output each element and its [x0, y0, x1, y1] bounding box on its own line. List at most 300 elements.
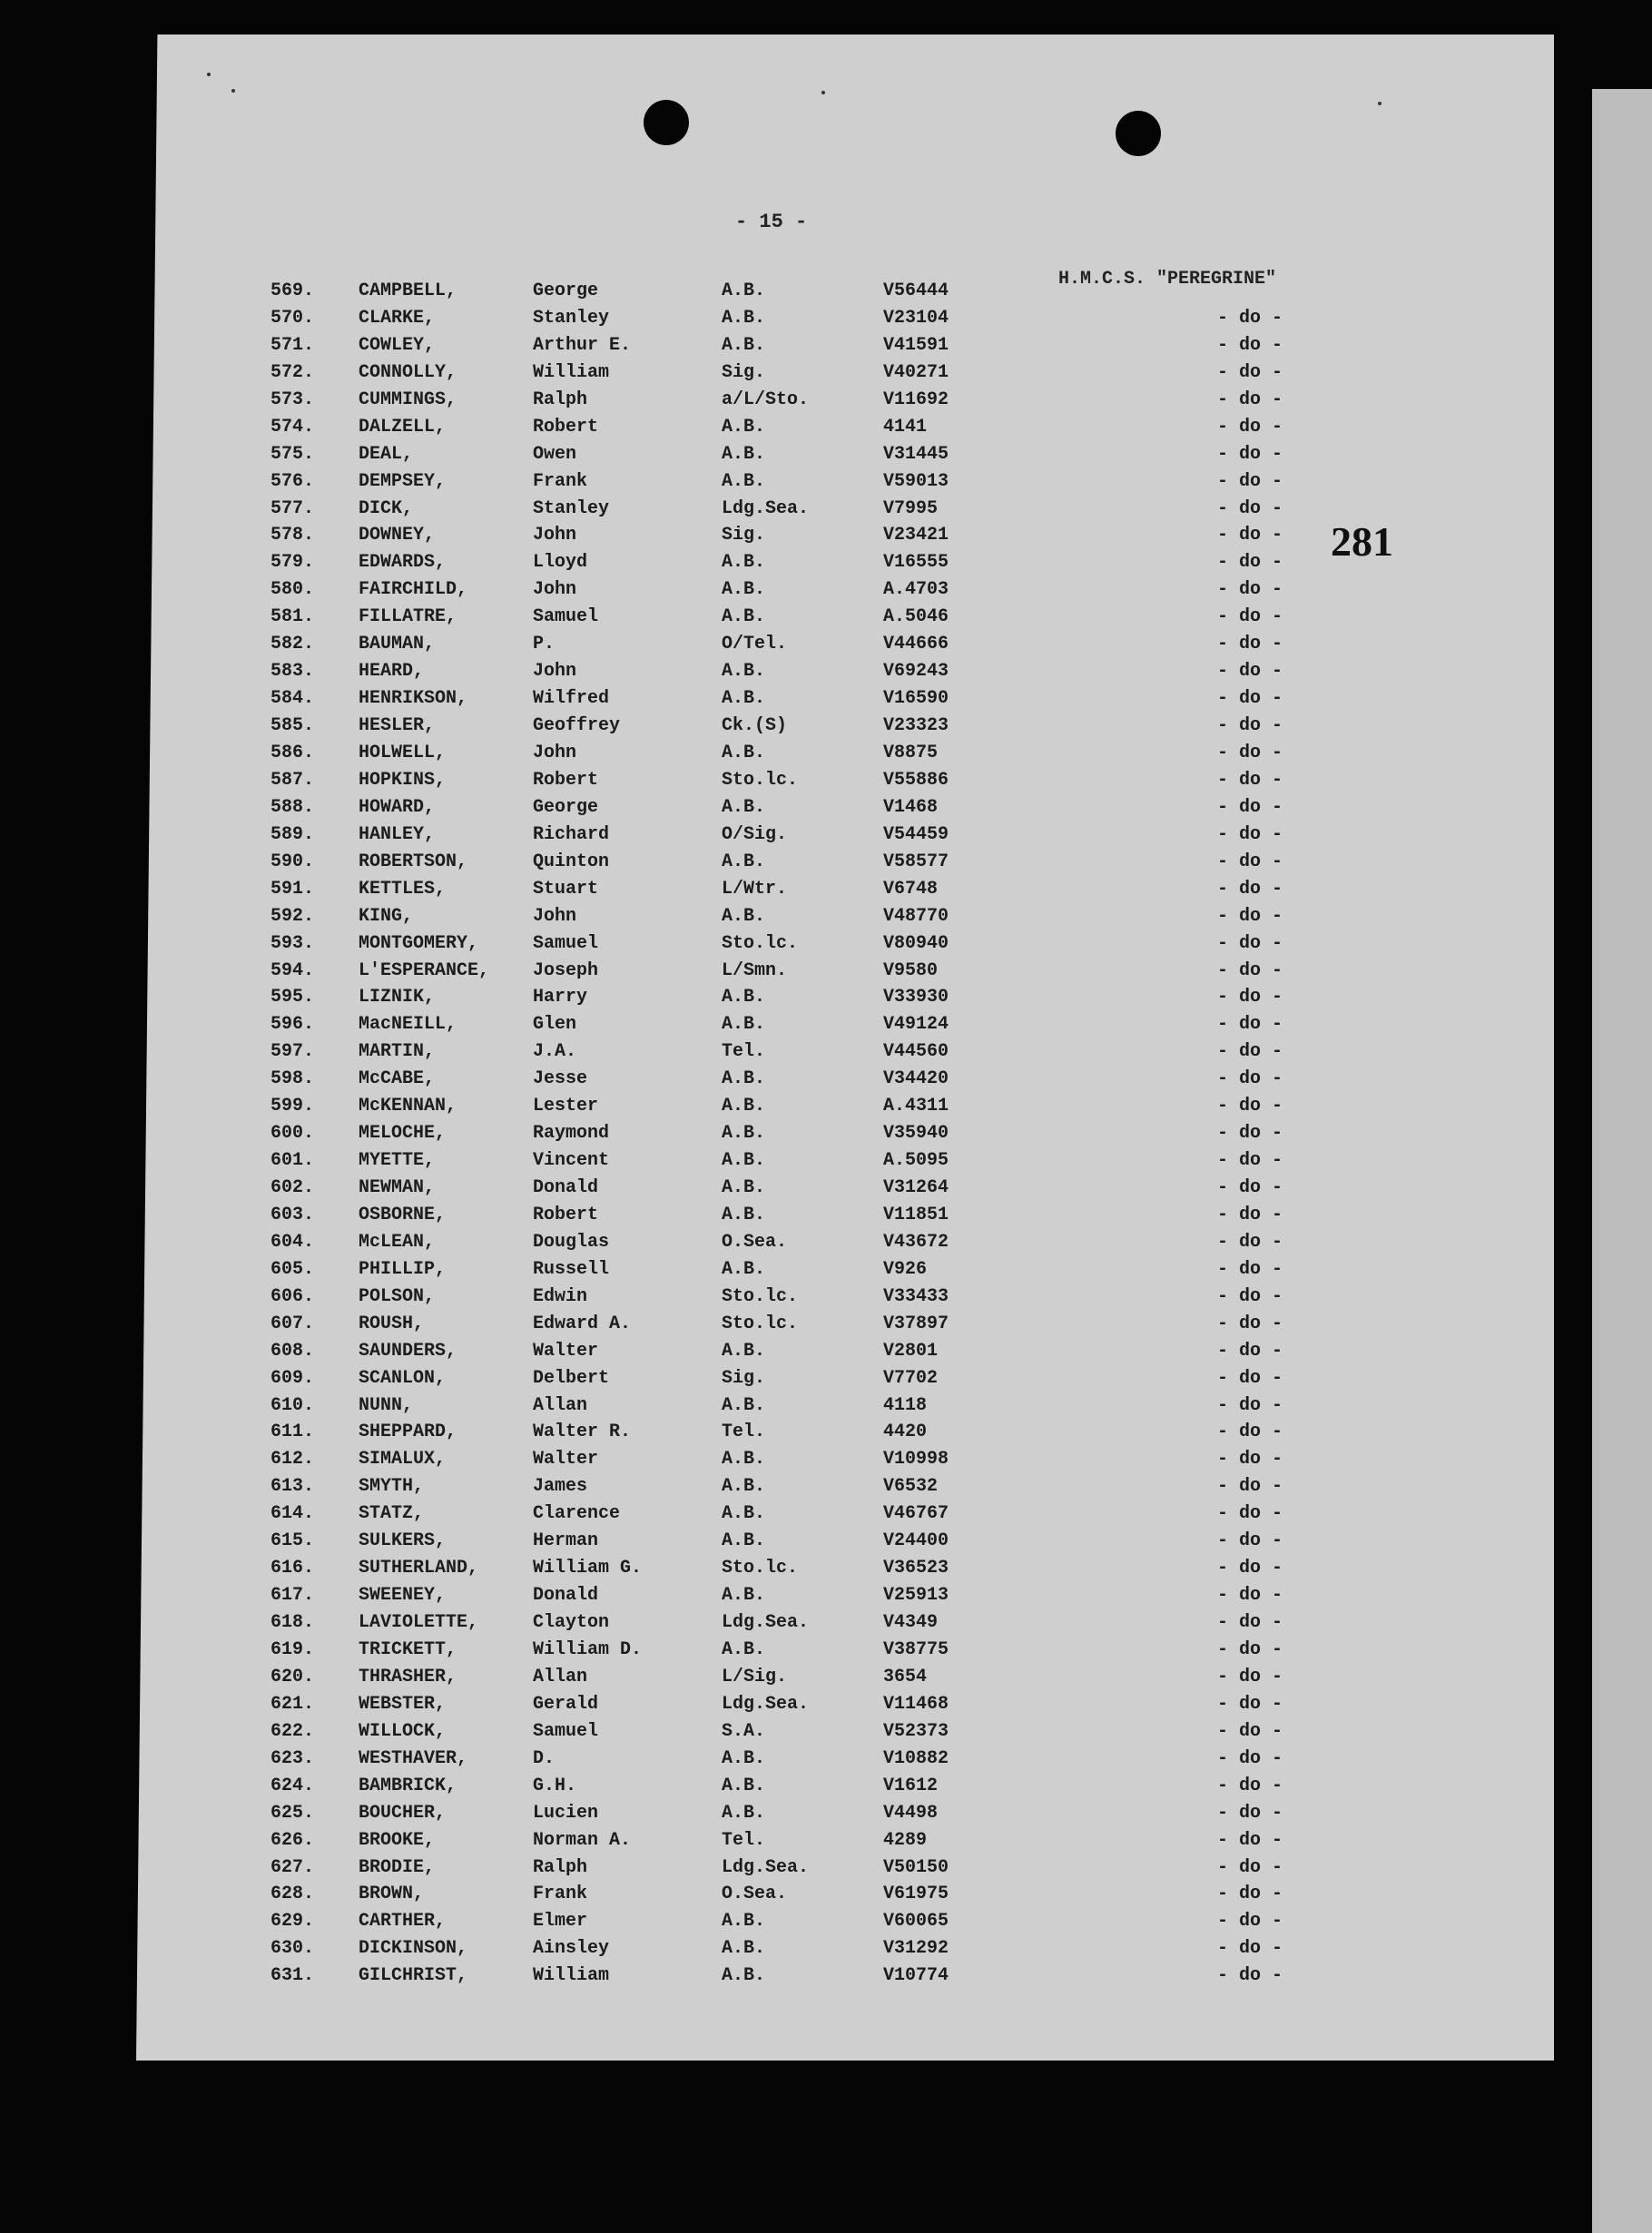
ship-ditto: - do -: [1217, 1802, 1283, 1824]
ship-ditto: - do -: [1217, 1612, 1283, 1634]
ship-header: H.M.C.S. "PEREGRINE": [1058, 269, 1277, 290]
rating: A.B.: [722, 470, 766, 492]
given-name: James: [533, 1476, 588, 1498]
service-number: V6748: [883, 878, 939, 900]
rating: Sig.: [722, 1367, 766, 1389]
surname: HOWARD,: [359, 796, 436, 818]
surname: CARTHER,: [359, 1911, 447, 1933]
roster-row: [0, 1395, 1652, 1422]
ship-ditto: - do -: [1217, 715, 1283, 737]
given-name: John: [533, 742, 577, 763]
surname: BOUCHER,: [359, 1802, 447, 1824]
roster-row: [0, 1259, 1652, 1286]
ship-ditto: - do -: [1217, 1747, 1283, 1769]
entry-number: 585.: [270, 715, 315, 737]
roster-row: [0, 743, 1652, 770]
given-name: Delbert: [533, 1367, 610, 1389]
entry-number: 605.: [270, 1258, 315, 1280]
given-name: Allan: [533, 1394, 588, 1416]
surname: BROWN,: [359, 1884, 425, 1905]
surname: HOPKINS,: [359, 769, 447, 791]
given-name: J.A.: [533, 1041, 577, 1063]
given-name: Geoffrey: [533, 715, 621, 737]
entry-number: 619.: [270, 1639, 315, 1660]
rating: A.B.: [722, 579, 766, 601]
given-name: Vincent: [533, 1150, 610, 1172]
given-name: Robert: [533, 1204, 599, 1225]
surname: NUNN,: [359, 1394, 414, 1416]
rating: A.B.: [722, 1123, 766, 1145]
given-name: Robert: [533, 769, 599, 791]
roster-row: [0, 1884, 1652, 1911]
ship-ditto: - do -: [1217, 1856, 1283, 1878]
entry-number: 575.: [270, 443, 315, 465]
ship-ditto: - do -: [1217, 1938, 1283, 1960]
roster-row: [0, 1313, 1652, 1341]
roster-row: [0, 1830, 1652, 1857]
rating: A.B.: [722, 1476, 766, 1498]
roster-row: [0, 606, 1652, 634]
entry-number: 574.: [270, 416, 315, 438]
surname: LIZNIK,: [359, 987, 436, 1008]
rating: A.B.: [722, 416, 766, 438]
rating: A.B.: [722, 1340, 766, 1362]
rating: A.B.: [722, 443, 766, 465]
ship-ditto: - do -: [1217, 1585, 1283, 1607]
service-number: V4349: [883, 1612, 939, 1634]
entry-number: 610.: [270, 1394, 315, 1416]
surname: OSBORNE,: [359, 1204, 447, 1225]
given-name: Gerald: [533, 1693, 599, 1715]
given-name: Joseph: [533, 959, 599, 981]
ship-ditto: - do -: [1217, 1530, 1283, 1552]
entry-number: 629.: [270, 1911, 315, 1933]
roster-row: [0, 471, 1652, 498]
surname: POLSON,: [359, 1285, 436, 1307]
given-name: Donald: [533, 1177, 599, 1199]
roster-row: [0, 634, 1652, 661]
given-name: Ainsley: [533, 1938, 610, 1960]
entry-number: 594.: [270, 959, 315, 981]
roster-row: [0, 1965, 1652, 1992]
service-number: V36523: [883, 1558, 949, 1579]
surname: WEBSTER,: [359, 1693, 447, 1715]
entry-number: 572.: [270, 361, 315, 383]
service-number: V49124: [883, 1014, 949, 1036]
rating: O.Sea.: [722, 1231, 788, 1253]
service-number: A.4311: [883, 1096, 949, 1117]
ship-ditto: - do -: [1217, 1096, 1283, 1117]
service-number: A.4703: [883, 579, 949, 601]
given-name: Clayton: [533, 1612, 610, 1634]
page-number: - 15 -: [735, 211, 808, 233]
service-number: V23323: [883, 715, 949, 737]
rating: A.B.: [722, 1503, 766, 1525]
ship-ditto: - do -: [1217, 987, 1283, 1008]
roster-row: [0, 280, 1652, 308]
rating: A.B.: [722, 307, 766, 329]
roster-row: [0, 1612, 1652, 1639]
rating: A.B.: [722, 1204, 766, 1225]
surname: SHEPPARD,: [359, 1421, 457, 1443]
ship-ditto: - do -: [1217, 1258, 1283, 1280]
service-number: V41591: [883, 334, 949, 356]
ship-ditto: - do -: [1217, 1693, 1283, 1715]
service-number: V33433: [883, 1285, 949, 1307]
given-name: Samuel: [533, 1720, 599, 1742]
service-number: V2801: [883, 1340, 939, 1362]
rating: A.B.: [722, 1775, 766, 1796]
entry-number: 627.: [270, 1856, 315, 1878]
roster-row: [0, 308, 1652, 335]
service-number: V35940: [883, 1123, 949, 1145]
ship-ditto: - do -: [1217, 688, 1283, 710]
service-number: V6532: [883, 1476, 939, 1498]
surname: SMYTH,: [359, 1476, 425, 1498]
ship-ditto: - do -: [1217, 1558, 1283, 1579]
rating: Sto.lc.: [722, 1558, 799, 1579]
given-name: Glen: [533, 1014, 577, 1036]
entry-number: 599.: [270, 1096, 315, 1117]
rating: Sto.lc.: [722, 769, 799, 791]
ship-ditto: - do -: [1217, 307, 1283, 329]
service-number: V52373: [883, 1720, 949, 1742]
roster-row: [0, 1558, 1652, 1585]
given-name: D.: [533, 1747, 556, 1769]
roster-row: [0, 1748, 1652, 1776]
entry-number: 607.: [270, 1313, 315, 1334]
given-name: Donald: [533, 1585, 599, 1607]
service-number: V31445: [883, 443, 949, 465]
roster-row: [0, 1368, 1652, 1395]
surname: EDWARDS,: [359, 552, 447, 574]
service-number: V55886: [883, 769, 949, 791]
rating: Ck.(S): [722, 715, 788, 737]
ship-ditto: - do -: [1217, 361, 1283, 383]
given-name: Richard: [533, 823, 610, 845]
entry-number: 630.: [270, 1938, 315, 1960]
ship-ditto: - do -: [1217, 1666, 1283, 1687]
surname: MacNEILL,: [359, 1014, 457, 1036]
surname: CONNOLLY,: [359, 361, 457, 383]
entry-number: 571.: [270, 334, 315, 356]
entry-number: 584.: [270, 688, 315, 710]
rating: Ldg.Sea.: [722, 1693, 810, 1715]
service-number: V50150: [883, 1856, 949, 1878]
roster-row: [0, 1449, 1652, 1476]
ship-ditto: - do -: [1217, 606, 1283, 628]
roster-row: [0, 525, 1652, 552]
given-name: William D.: [533, 1639, 643, 1660]
rating: Tel.: [722, 1041, 766, 1063]
rating: Ldg.Sea.: [722, 497, 810, 519]
ship-ditto: - do -: [1217, 470, 1283, 492]
given-name: Samuel: [533, 932, 599, 954]
punch-hole-right: [1116, 111, 1161, 156]
surname: LAVIOLETTE,: [359, 1612, 479, 1634]
surname: CLARKE,: [359, 307, 436, 329]
given-name: Raymond: [533, 1123, 610, 1145]
given-name: George: [533, 796, 599, 818]
roster-row: [0, 1177, 1652, 1205]
ship-ditto: - do -: [1217, 579, 1283, 601]
surname: THRASHER,: [359, 1666, 457, 1687]
roster-row: [0, 1068, 1652, 1096]
rating: A.B.: [722, 742, 766, 763]
service-number: V31264: [883, 1177, 949, 1199]
ship-ditto: - do -: [1217, 1177, 1283, 1199]
ship-ditto: - do -: [1217, 525, 1283, 546]
surname: SULKERS,: [359, 1530, 447, 1552]
rating: A.B.: [722, 1177, 766, 1199]
roster-row: [0, 552, 1652, 579]
rating: A.B.: [722, 987, 766, 1008]
ship-ditto: - do -: [1217, 1639, 1283, 1660]
entry-number: 602.: [270, 1177, 315, 1199]
given-name: P.: [533, 634, 556, 655]
entry-number: 597.: [270, 1041, 315, 1063]
rating: Tel.: [722, 1421, 766, 1443]
rating: Ldg.Sea.: [722, 1856, 810, 1878]
service-number: 4118: [883, 1394, 928, 1416]
ship-ditto: - do -: [1217, 742, 1283, 763]
entry-number: 624.: [270, 1775, 315, 1796]
surname: NEWMAN,: [359, 1177, 436, 1199]
entry-number: 613.: [270, 1476, 315, 1498]
service-number: V10998: [883, 1449, 949, 1471]
rating: Sto.lc.: [722, 932, 799, 954]
given-name: Walter: [533, 1340, 599, 1362]
surname: SIMALUX,: [359, 1449, 447, 1471]
surname: CUMMINGS,: [359, 389, 457, 410]
given-name: Edward A.: [533, 1313, 632, 1334]
rating: A.B.: [722, 1096, 766, 1117]
surname: McLEAN,: [359, 1231, 436, 1253]
service-number: V43672: [883, 1231, 949, 1253]
ship-ditto: - do -: [1217, 1204, 1283, 1225]
surname: BROOKE,: [359, 1829, 436, 1851]
service-number: V926: [883, 1258, 928, 1280]
ship-ditto: - do -: [1217, 851, 1283, 872]
entry-number: 569.: [270, 280, 315, 301]
service-number: V7702: [883, 1367, 939, 1389]
entry-number: 623.: [270, 1747, 315, 1769]
given-name: Edwin: [533, 1285, 588, 1307]
service-number: V25913: [883, 1585, 949, 1607]
service-number: V33930: [883, 987, 949, 1008]
ship-ditto: - do -: [1217, 334, 1283, 356]
rating: L/Smn.: [722, 959, 788, 981]
roster-row: [0, 1639, 1652, 1667]
roster-row: [0, 1585, 1652, 1612]
surname: MONTGOMERY,: [359, 932, 479, 954]
given-name: Quinton: [533, 851, 610, 872]
service-number: V60065: [883, 1911, 949, 1933]
entry-number: 578.: [270, 525, 315, 546]
given-name: William G.: [533, 1558, 643, 1579]
surname: FAIRCHILD,: [359, 579, 468, 601]
given-name: Clarence: [533, 1503, 621, 1525]
roster-row: [0, 1421, 1652, 1449]
roster-row: [0, 715, 1652, 743]
entry-number: 587.: [270, 769, 315, 791]
ship-ditto: - do -: [1217, 959, 1283, 981]
roster-row: [0, 661, 1652, 688]
surname: WILLOCK,: [359, 1720, 447, 1742]
service-number: V34420: [883, 1068, 949, 1090]
roster-row: [0, 1911, 1652, 1938]
ship-ditto: - do -: [1217, 1720, 1283, 1742]
entry-number: 614.: [270, 1503, 315, 1525]
entry-number: 581.: [270, 606, 315, 628]
entry-number: 618.: [270, 1612, 315, 1634]
service-number: V37897: [883, 1313, 949, 1334]
entry-number: 600.: [270, 1123, 315, 1145]
entry-number: 591.: [270, 878, 315, 900]
roster-row: [0, 1721, 1652, 1748]
roster-row: [0, 498, 1652, 526]
service-number: V16590: [883, 688, 949, 710]
rating: A.B.: [722, 1449, 766, 1471]
given-name: Norman A.: [533, 1829, 632, 1851]
surname: DOWNEY,: [359, 525, 436, 546]
rating: Sig.: [722, 361, 766, 383]
speck: [1378, 102, 1382, 105]
surname: HESLER,: [359, 715, 436, 737]
surname: SUTHERLAND,: [359, 1558, 479, 1579]
service-number: V23104: [883, 307, 949, 329]
entry-number: 622.: [270, 1720, 315, 1742]
given-name: Russell: [533, 1258, 610, 1280]
roster-row: [0, 1205, 1652, 1232]
ship-ditto: - do -: [1217, 1965, 1283, 1987]
given-name: John: [533, 905, 577, 927]
rating: A.B.: [722, 661, 766, 683]
entry-number: 617.: [270, 1585, 315, 1607]
rating: Sto.lc.: [722, 1285, 799, 1307]
surname: HEARD,: [359, 661, 425, 683]
surname: MARTIN,: [359, 1041, 436, 1063]
surname: WESTHAVER,: [359, 1747, 468, 1769]
ship-ditto: - do -: [1217, 497, 1283, 519]
service-number: V9580: [883, 959, 939, 981]
entry-number: 608.: [270, 1340, 315, 1362]
service-number: V11692: [883, 389, 949, 410]
roster-row: [0, 1123, 1652, 1150]
given-name: John: [533, 661, 577, 683]
given-name: William: [533, 361, 610, 383]
service-number: V1468: [883, 796, 939, 818]
rating: a/L/Sto.: [722, 389, 810, 410]
ship-ditto: - do -: [1217, 878, 1283, 900]
surname: MYETTE,: [359, 1150, 436, 1172]
roster-row: [0, 851, 1652, 879]
given-name: Frank: [533, 470, 588, 492]
speck: [207, 73, 211, 76]
given-name: Jesse: [533, 1068, 588, 1090]
given-name: Harry: [533, 987, 588, 1008]
given-name: John: [533, 579, 577, 601]
surname: ROUSH,: [359, 1313, 425, 1334]
rating: A.B.: [722, 1938, 766, 1960]
surname: HANLEY,: [359, 823, 436, 845]
ship-ditto: - do -: [1217, 1367, 1283, 1389]
entry-number: 583.: [270, 661, 315, 683]
rating: A.B.: [722, 552, 766, 574]
rating: O/Tel.: [722, 634, 788, 655]
service-number: 4420: [883, 1421, 928, 1443]
ship-ditto: - do -: [1217, 1340, 1283, 1362]
roster-row: [0, 1476, 1652, 1503]
roster-row: [0, 688, 1652, 715]
rating: A.B.: [722, 1258, 766, 1280]
given-name: William: [533, 1965, 610, 1987]
service-number: 4141: [883, 416, 928, 438]
given-name: Robert: [533, 416, 599, 438]
rating: A.B.: [722, 1014, 766, 1036]
roster-row: [0, 879, 1652, 906]
entry-number: 589.: [270, 823, 315, 845]
entry-number: 621.: [270, 1693, 315, 1715]
roster-row: [0, 579, 1652, 606]
rating: Ldg.Sea.: [722, 1612, 810, 1634]
surname: PHILLIP,: [359, 1258, 447, 1280]
entry-number: 570.: [270, 307, 315, 329]
stamped-folio-number: 281: [1331, 518, 1393, 565]
service-number: V1612: [883, 1775, 939, 1796]
given-name: Douglas: [533, 1231, 610, 1253]
service-number: V31292: [883, 1938, 949, 1960]
given-name: Stanley: [533, 497, 610, 519]
entry-number: 612.: [270, 1449, 315, 1471]
entry-number: 611.: [270, 1421, 315, 1443]
ship-ditto: - do -: [1217, 1014, 1283, 1036]
service-number: V7995: [883, 497, 939, 519]
entry-number: 604.: [270, 1231, 315, 1253]
entry-number: 580.: [270, 579, 315, 601]
speck: [821, 91, 825, 94]
surname: BAMBRICK,: [359, 1775, 457, 1796]
surname: FILLATRE,: [359, 606, 457, 628]
entry-number: 606.: [270, 1285, 315, 1307]
entry-number: 590.: [270, 851, 315, 872]
service-number: V69243: [883, 661, 949, 683]
roster-row: [0, 335, 1652, 362]
service-number: V46767: [883, 1503, 949, 1525]
rating: A.B.: [722, 1530, 766, 1552]
roster-row: [0, 824, 1652, 851]
given-name: Lucien: [533, 1802, 599, 1824]
roster-row: [0, 1667, 1652, 1694]
ship-ditto: - do -: [1217, 661, 1283, 683]
roster-row: [0, 960, 1652, 988]
entry-number: 601.: [270, 1150, 315, 1172]
entry-number: 615.: [270, 1530, 315, 1552]
rating: A.B.: [722, 905, 766, 927]
given-name: Allan: [533, 1666, 588, 1687]
rating: A.B.: [722, 1911, 766, 1933]
given-name: Ralph: [533, 389, 588, 410]
ship-ditto: - do -: [1217, 769, 1283, 791]
service-number: V61975: [883, 1884, 949, 1905]
given-name: John: [533, 525, 577, 546]
rating: L/Sig.: [722, 1666, 788, 1687]
roster-row: [0, 1530, 1652, 1558]
service-number: V24400: [883, 1530, 949, 1552]
ship-ditto: - do -: [1217, 1476, 1283, 1498]
given-name: Arthur E.: [533, 334, 632, 356]
given-name: Lester: [533, 1096, 599, 1117]
